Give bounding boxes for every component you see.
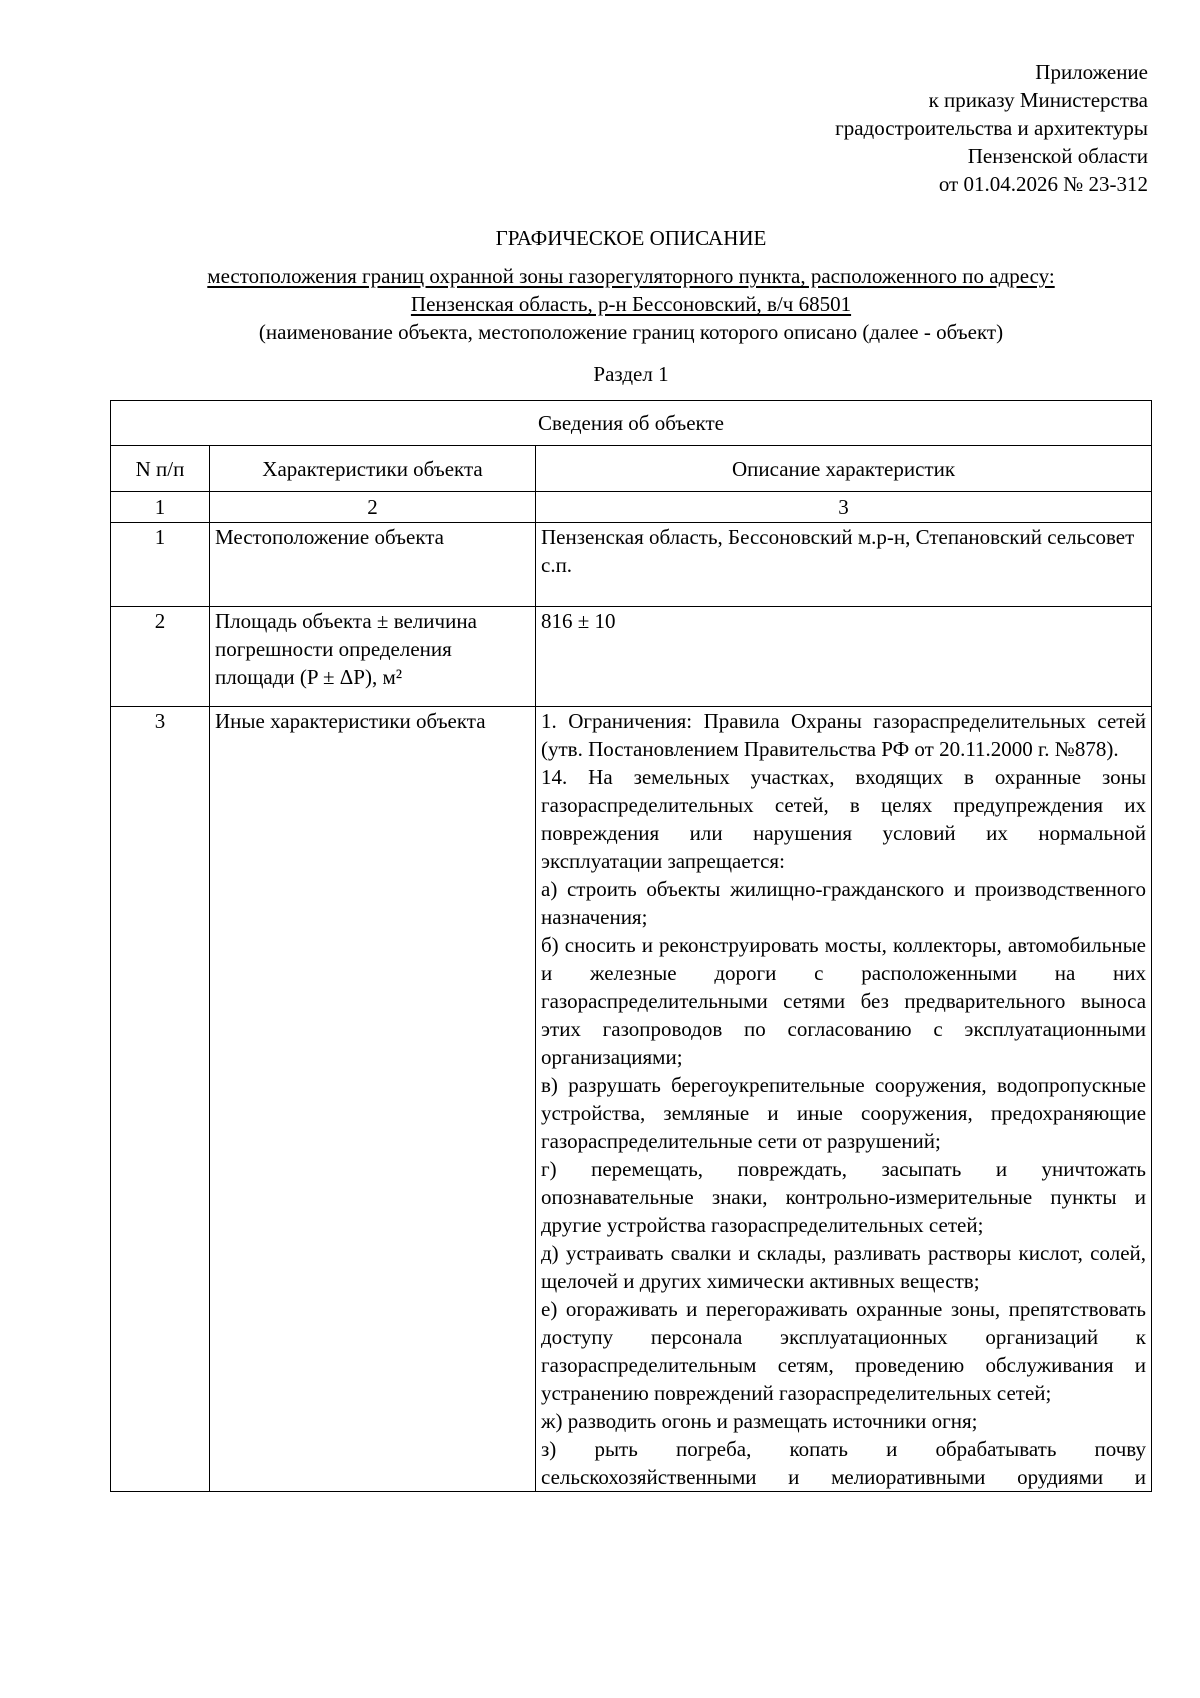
row-characteristic: Местоположение объекта [210, 523, 536, 607]
table-row [111, 523, 1152, 607]
table-row [111, 707, 1152, 1492]
restriction-paragraph: г) перемещать, повреждать, засыпать и уничтожать опознавательные знаки, контрольно-измерительные пункты и другие устройства газораспределительных сетей; [541, 1157, 1147, 1237]
column-number: 1 [111, 492, 210, 523]
approval-header [728, 58, 1148, 198]
row-description: Пензенская область, Бессоновский м.р-н, Степановский сельсовет с.п. [536, 523, 1152, 607]
row-number: 3 [111, 707, 210, 1492]
restriction-paragraph: б) сносить и реконструировать мосты, коллекторы, автомобильные и железные дороги с расположенными на них газораспределительными сетями без предварительного выноса этих газопроводов по согласованию с эксплуатационными организациями; [541, 933, 1147, 1069]
column-number: 2 [210, 492, 536, 523]
table-caption: Сведения об объекте [111, 401, 1152, 446]
subtitle-line-2: Пензенская область, р-н Бессоновский, в/ч 68501 [410, 292, 852, 316]
header-line: к приказу Министерства [928, 88, 1148, 112]
restriction-paragraph: а) строить объекты жилищно-гражданского и производственного назначения; [541, 877, 1147, 929]
restriction-paragraph: з) рыть погреба, копать и обрабатывать почву сельскохозяйственными и мелиоративными орудиями и [541, 1437, 1147, 1489]
header-line: Приложение [1035, 60, 1148, 84]
header-line: градостроительства и архитектуры [835, 116, 1148, 140]
restriction-paragraph: в) разрушать берегоукрепительные сооружения, водопропускные устройства, земляные и иные сооружения, предохраняющие газораспределительные сети от разрушений; [541, 1073, 1147, 1153]
row-number: 2 [111, 607, 210, 707]
row-characteristic: Площадь объекта ± величина погрешности определения площади (P ± ΔP), м² [210, 607, 536, 707]
column-number-row [111, 492, 1152, 523]
row-number: 1 [111, 523, 210, 607]
column-number: 3 [536, 492, 1152, 523]
table-header-row [111, 446, 1152, 492]
object-info-table [110, 400, 1152, 1492]
header-cell-number: N п/п [111, 446, 210, 492]
restriction-paragraph: 1. Ограничения: Правила Охраны газораспределительных сетей (утв. Постановлением Правительства РФ от 20.11.2000 г. №878). [541, 709, 1147, 761]
header-cell-description: Описание характеристик [536, 446, 1152, 492]
restriction-paragraph: д) устраивать свалки и склады, разливать растворы кислот, солей, щелочей и других химически активных веществ; [541, 1241, 1147, 1293]
restriction-paragraph: 14. На земельных участках, входящих в охранные зоны газораспределительных сетей, в целях предупреждения их повреждения или нарушения условий их нормальной эксплуатации запрещается: [541, 765, 1147, 873]
table-row [111, 607, 1152, 707]
document-title: ГРАФИЧЕСКОЕ ОПИСАНИЕ [495, 226, 767, 250]
row-description: 816 ± 10 [536, 607, 1152, 707]
document-subtitle [0, 262, 1200, 346]
restriction-paragraph: ж) разводить огонь и размещать источники огня; [541, 1409, 978, 1433]
subtitle-note: (наименование объекта, местоположение границ которого описано (далее - объект) [258, 320, 1004, 344]
section-heading: Раздел 1 [593, 362, 669, 386]
table-caption-row [111, 401, 1152, 446]
header-line: от 01.04.2026 № 23-312 [938, 172, 1148, 196]
header-cell-characteristic: Характеристики объекта [210, 446, 536, 492]
row-characteristic: Иные характеристики объекта [210, 707, 536, 1492]
row-description [536, 707, 1152, 1492]
restriction-paragraph: е) огораживать и перегораживать охранные зоны, препятствовать доступу персонала эксплуатационных организаций к газораспределительным сетям, проведению обслуживания и устранению повреждений газораспределительных сетей; [541, 1297, 1147, 1405]
subtitle-line-1: местоположения границ охранной зоны газорегуляторного пункта, расположенного по адресу: [207, 264, 1055, 288]
header-line: Пензенской области [967, 144, 1148, 168]
